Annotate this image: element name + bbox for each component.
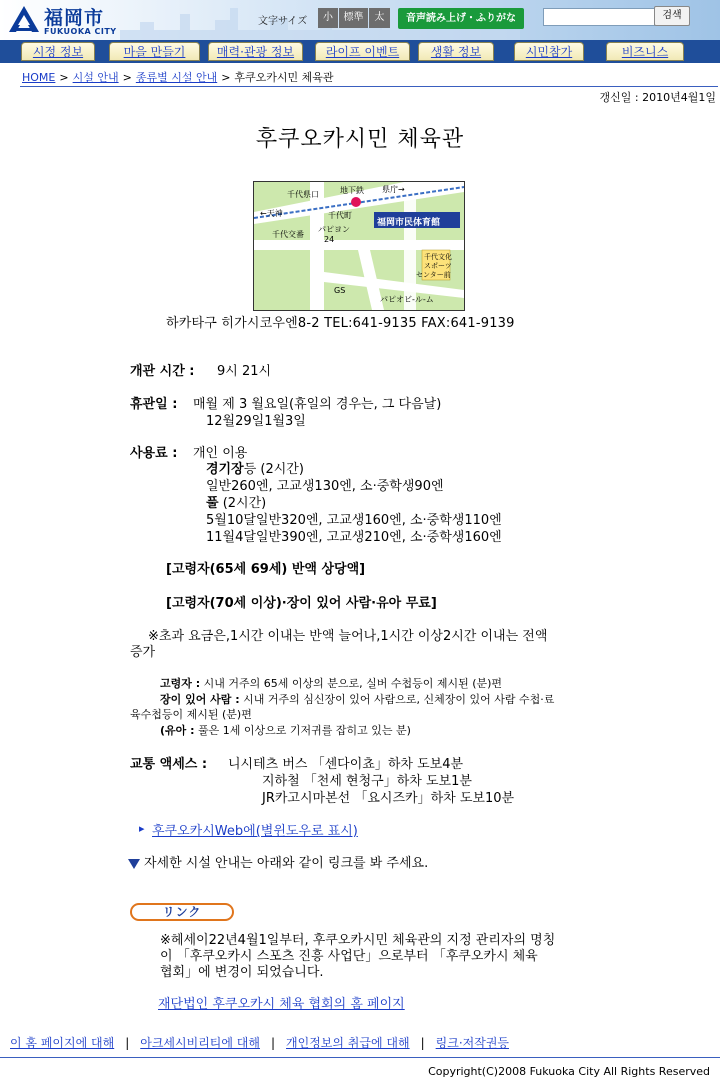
pool-suffix: (2시간) bbox=[218, 496, 267, 511]
access-subway: 지하철 「천세 현청구」하차 도보1분 bbox=[262, 774, 472, 789]
breadcrumb-by-type[interactable]: 종류별 시설 안내 bbox=[135, 71, 218, 84]
search-button[interactable]: 검색 bbox=[654, 6, 690, 26]
fukuoka-web-link[interactable]: 후쿠오카시Web에(별윈도우로 표시) bbox=[152, 824, 358, 839]
text-size-standard-button[interactable]: 標準 bbox=[339, 8, 368, 28]
detail-guide-text: 자세한 시설 안내는 아래와 같이 링크를 봐 주세요. bbox=[144, 856, 429, 871]
map-label-chiyomachi: 千代町 bbox=[328, 211, 352, 220]
footer-copyright-link[interactable]: 링크·저작권등 bbox=[435, 1036, 510, 1050]
map-label-room: パピオビ-ル-ム bbox=[380, 295, 434, 304]
elder-note bbox=[160, 675, 502, 691]
link-note-1: ※헤세이22년4월1일부터, 후쿠오카시민 체육관의 지정 관리자의 명칭 bbox=[160, 933, 556, 948]
logo-subtitle: FUKUOKA CITY bbox=[44, 27, 117, 36]
nav-tourism[interactable]: 매력·관광 정보 bbox=[208, 42, 303, 61]
text-size-large-button[interactable]: 太 bbox=[369, 8, 390, 28]
fees-pool-price-2: 11월4달일반390엔, 고교생210엔, 소·중학생160엔 bbox=[206, 530, 502, 545]
infant-note bbox=[160, 722, 411, 738]
link-section-badge: リンク bbox=[130, 903, 234, 921]
disabled-label: 장이 있어 사람 : bbox=[160, 693, 240, 706]
link-note-3: 협회」에 변경이 되었습니다. bbox=[160, 965, 324, 980]
link-note-2: 이 「후쿠오카시 스포츠 진흥 사업단」으로부터 「후쿠오카시 체육 bbox=[160, 949, 538, 964]
logo-title: 福岡市 bbox=[44, 7, 105, 29]
access-label: 교통 액세스 : bbox=[130, 757, 208, 772]
footer-privacy-link[interactable]: 개인정보의 취급에 대해 bbox=[286, 1036, 410, 1050]
map-label-tenjin: ←天神 bbox=[260, 209, 283, 218]
breadcrumb-separator: > bbox=[221, 71, 231, 84]
triangle-down-icon bbox=[128, 859, 140, 869]
footer-accessibility-link[interactable]: 아크세시비리티에 대해 bbox=[140, 1036, 260, 1050]
nav-business[interactable]: 비즈니스 bbox=[606, 42, 684, 61]
map-label-station: 千代県口 bbox=[287, 190, 319, 199]
senior-discount-note: [고령자(65세 69세) 반액 상당액] bbox=[166, 562, 366, 577]
footer-about-link[interactable]: 이 홈 페이지에 대해 bbox=[10, 1036, 115, 1050]
arena-suffix: 등 (2시간) bbox=[243, 462, 304, 477]
hours-value: 9시 21시 bbox=[217, 364, 272, 379]
breadcrumb bbox=[22, 69, 334, 85]
map-label-kencho: 県庁→ bbox=[382, 185, 405, 194]
map-label-24: 24 bbox=[324, 235, 335, 244]
breadcrumb-current: 후쿠오카시민 체육관 bbox=[234, 71, 334, 84]
text-size-label: 文字サイズ bbox=[258, 16, 308, 27]
pool-title: 풀 bbox=[206, 496, 219, 511]
fees-pool-price-1: 5월10달일반320엔, 고교생160엔, 소·중학생110엔 bbox=[206, 513, 502, 528]
breadcrumb-divider bbox=[20, 86, 718, 87]
disabled-note-2: 육수첩등이 제시된 (분)편 bbox=[130, 708, 252, 721]
page-title: 후쿠오카시민 체육관 bbox=[255, 127, 465, 152]
arena-title: 경기장 bbox=[206, 462, 244, 477]
access-jr: JR카고시마본선 「요시즈카」하차 도보10분 bbox=[262, 791, 515, 806]
footer-links bbox=[10, 1034, 509, 1051]
map-label-gs: GS bbox=[334, 286, 346, 295]
breadcrumb-home[interactable]: HOME bbox=[22, 71, 56, 84]
fees-label: 사용료 : bbox=[130, 446, 178, 461]
nav-city-info[interactable]: 시정 정보 bbox=[21, 42, 95, 61]
nav-citizen-participation[interactable]: 시민참가 bbox=[514, 42, 584, 61]
map-label-center-1: 千代文化 bbox=[424, 253, 452, 261]
speech-furigana-button[interactable]: 音声読み上げ・ふりがな bbox=[398, 8, 524, 29]
map-label-gym: 福岡市民体育館 bbox=[377, 218, 441, 228]
link-arrow-icon: ▸ bbox=[139, 822, 145, 835]
hours-label: 개관 시간 : bbox=[130, 364, 195, 379]
updated-date: 갱신일 : 2010년4월1일 bbox=[599, 91, 716, 104]
nav-living-info[interactable]: 생활 정보 bbox=[418, 42, 494, 61]
location-map bbox=[253, 181, 465, 311]
free-admission-note: [고령자(70세 이상)·장이 있어 사람·유아 무료] bbox=[166, 596, 437, 611]
breadcrumb-separator: > bbox=[122, 71, 132, 84]
access-bus: 니시테츠 버스 「센다이쵸」하차 도보4분 bbox=[228, 757, 464, 772]
facility-address: 하카타구 히가시코우엔8-2 TEL:641-9135 FAX:641-9139 bbox=[166, 316, 515, 331]
breadcrumb-separator: > bbox=[59, 71, 69, 84]
fees-personal: 개인 이용 bbox=[193, 446, 248, 461]
footer-divider bbox=[0, 1057, 720, 1058]
disabled-text: 시내 거주의 심신장이 있어 사람으로, 신체장이 있어 사람 수첩·료 bbox=[239, 693, 555, 706]
footer-separator: | bbox=[270, 1036, 276, 1050]
infant-label: (유아 : bbox=[160, 724, 195, 737]
copyright-text: Copyright(C)2008 Fukuoka City All Rights Reserved bbox=[428, 1065, 710, 1078]
nav-life-events[interactable]: 라이프 이벤트 bbox=[315, 42, 410, 61]
elder-label: 고령자 : bbox=[160, 677, 201, 690]
detail-guide bbox=[128, 852, 428, 871]
overtime-note-2: 증가 bbox=[130, 645, 156, 660]
map-label-papion: パピヨン bbox=[318, 225, 350, 234]
fees-arena-price: 일반260엔, 고교생130엔, 소·중학생90엔 bbox=[206, 479, 444, 494]
footer-separator: | bbox=[420, 1036, 425, 1050]
breadcrumb-facility-guide[interactable]: 시설 안내 bbox=[72, 71, 119, 84]
map-label-center-2: スポーツ bbox=[424, 262, 452, 270]
map-label-koban: 千代交番 bbox=[272, 230, 304, 239]
main-navigation bbox=[0, 40, 720, 63]
map-graphic bbox=[254, 182, 464, 310]
elder-text: 시내 거주의 65세 이상의 분으로, 실버 수첩등이 제시된 (분)편 bbox=[200, 677, 503, 690]
city-emblem-icon bbox=[8, 5, 40, 33]
map-label-subway: 地下鉄 bbox=[340, 186, 364, 195]
disabled-note bbox=[160, 691, 554, 707]
association-homepage-link[interactable]: 재단법인 후쿠오카시 체육 협회의 홈 페이지 bbox=[158, 997, 405, 1012]
closed-label: 휴관일 : bbox=[130, 397, 178, 412]
nav-town-making[interactable]: 마을 만들기 bbox=[109, 42, 200, 61]
site-header bbox=[0, 0, 720, 40]
closed-value: 매월 제 3 월요일(휴일의 경우는, 그 다음날) bbox=[193, 397, 442, 412]
map-label-center-3: センター前 bbox=[416, 271, 451, 279]
search-input[interactable] bbox=[543, 8, 655, 26]
infant-text: 풀은 1세 이상으로 기저귀를 잡히고 있는 분) bbox=[194, 724, 411, 737]
text-size-small-button[interactable]: 小 bbox=[318, 8, 338, 28]
closed-value-2: 12월29일1월3일 bbox=[206, 414, 306, 429]
footer-separator: | bbox=[125, 1036, 130, 1050]
overtime-note: ※초과 요금은,1시간 이내는 반액 늘어나,1시간 이상2시간 이내는 전액 bbox=[148, 629, 548, 644]
